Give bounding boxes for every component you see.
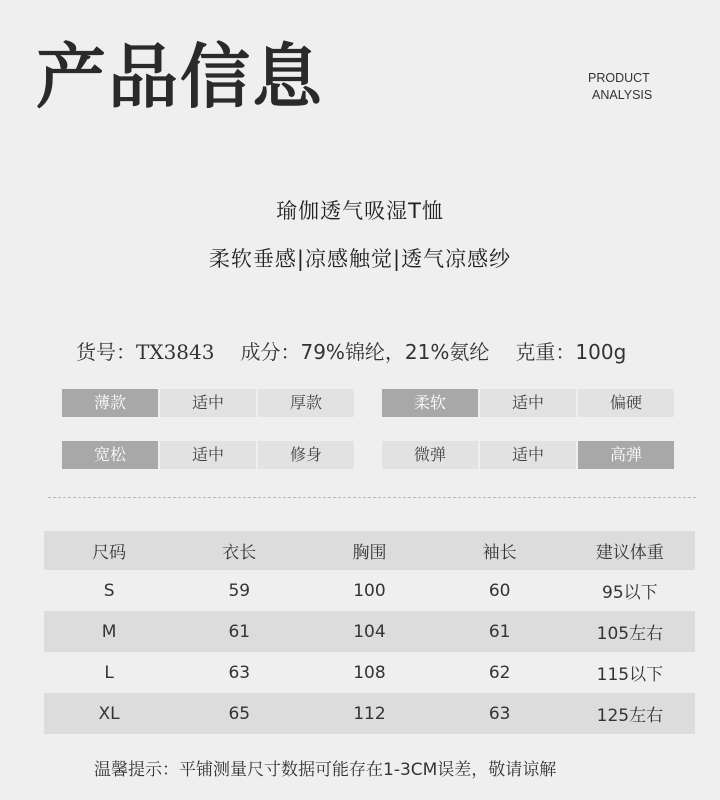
- elasticity-option-slight: 微弹: [382, 441, 478, 469]
- table-cell: M: [44, 611, 174, 652]
- table-row: [44, 570, 695, 611]
- thickness-gauge: [62, 389, 354, 417]
- table-row: [44, 611, 695, 652]
- table-cell: L: [104, 662, 114, 683]
- elasticity-option-high: 高弹: [578, 441, 674, 469]
- table-cell: 60: [488, 580, 511, 601]
- section-subtitle: [588, 70, 652, 104]
- elasticity-option-medium: 适中: [480, 441, 576, 469]
- fit-gauge: [62, 441, 354, 469]
- table-cell: 63: [228, 662, 251, 683]
- product-features: 柔软垂感|凉感触觉|透气凉感纱: [208, 247, 512, 271]
- page-title: 产品信息: [36, 36, 324, 118]
- softness-option-medium: 适中: [480, 389, 576, 417]
- table-cell: 112: [304, 693, 434, 734]
- table-cell: 95以下: [602, 583, 658, 603]
- table-cell: 62: [488, 662, 511, 683]
- header-weight: 建议体重: [565, 531, 695, 570]
- subtitle-line-2: ANALYSIS: [592, 88, 653, 102]
- table-header-row: [44, 531, 695, 570]
- header-length: 衣长: [174, 531, 304, 570]
- fit-option-slim: 修身: [258, 441, 354, 469]
- code-value: TX3843: [136, 340, 215, 364]
- size-table: [44, 531, 695, 734]
- table-cell: 105左右: [565, 611, 695, 652]
- softness-option-hard: 偏硬: [578, 389, 674, 417]
- header-sleeve: 袖长: [435, 531, 565, 570]
- table-cell: 115以下: [596, 665, 664, 685]
- thickness-option-thin: 薄款: [62, 389, 158, 417]
- fit-option-loose: 宽松: [62, 441, 158, 469]
- table-row: [44, 652, 695, 693]
- table-cell: 59: [228, 580, 251, 601]
- table-cell: 61: [435, 611, 565, 652]
- softness-option-soft: 柔软: [382, 389, 478, 417]
- table-cell: 108: [353, 662, 386, 683]
- table-cell: 61: [174, 611, 304, 652]
- table-cell: S: [103, 580, 115, 601]
- composition-value: 79%锦纶，21%氨纶: [300, 340, 490, 364]
- elasticity-gauge: [382, 441, 674, 469]
- composition-label: 成分：: [240, 340, 301, 364]
- product-name: 瑜伽透气吸湿T恤: [276, 199, 444, 223]
- product-info-line: [76, 336, 626, 365]
- table-cell: 104: [304, 611, 434, 652]
- thickness-option-thick: 厚款: [258, 389, 354, 417]
- weight-value: 100g: [575, 340, 627, 364]
- header-chest: 胸围: [304, 531, 434, 570]
- table-cell: 100: [353, 580, 386, 601]
- table-cell: 125左右: [565, 693, 695, 734]
- softness-gauge: [382, 389, 674, 417]
- table-cell: XL: [44, 693, 174, 734]
- code-label: 货号：: [76, 340, 136, 364]
- table-row: [44, 693, 695, 734]
- subtitle-line-1: PRODUCT: [588, 71, 650, 85]
- measurement-note: 温馨提示：平铺测量尺寸数据可能存在1-3CM误差，敬请谅解: [94, 760, 557, 780]
- dashed-divider: [48, 497, 696, 498]
- table-cell: 65: [174, 693, 304, 734]
- thickness-option-medium: 适中: [160, 389, 256, 417]
- weight-label: 克重：: [515, 340, 576, 364]
- header-size: 尺码: [44, 531, 174, 570]
- fit-option-medium: 适中: [160, 441, 256, 469]
- table-cell: 63: [435, 693, 565, 734]
